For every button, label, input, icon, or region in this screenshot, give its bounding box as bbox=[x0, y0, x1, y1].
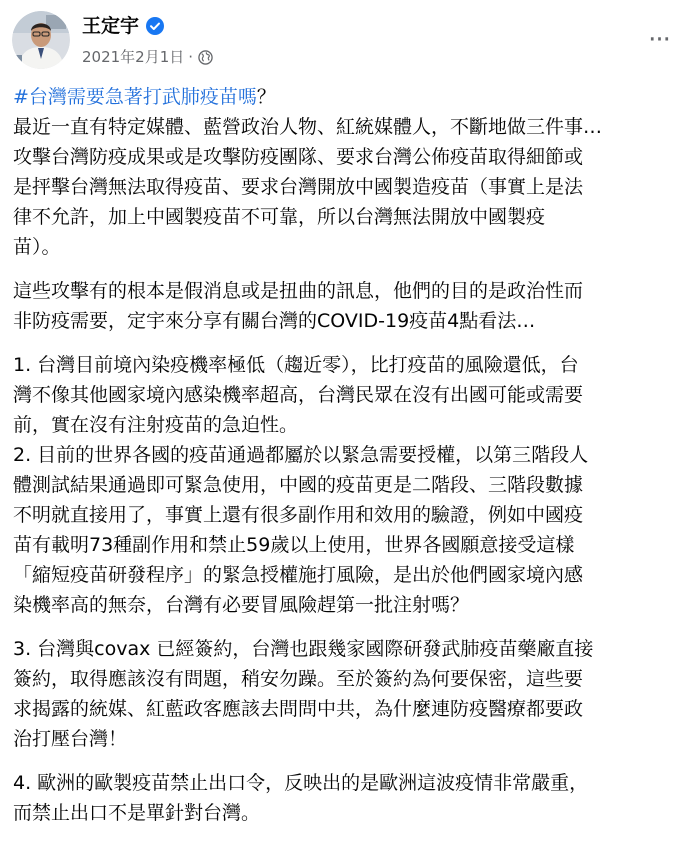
text-line: 前，實在沒有注射疫苗的急迫性。 bbox=[13, 414, 299, 436]
paragraph-4 bbox=[13, 634, 681, 754]
text-line: 求揭露的統媒、紅藍政客應該去問問中共，為什麼連防疫醫療都要政 bbox=[13, 698, 584, 720]
text-line: 是抨擊台灣無法取得疫苗、要求台灣開放中國製造疫苗（事實上是法 bbox=[13, 176, 584, 198]
text-line: 4. 歐洲的歐製疫苗禁止出口令，反映出的是歐洲這波疫情非常嚴重， bbox=[13, 772, 589, 794]
post-meta bbox=[82, 47, 213, 67]
text-line: 這些攻擊有的根本是假消息或是扭曲的訊息，他們的目的是政治性而 bbox=[13, 280, 584, 302]
more-options-icon: ··· bbox=[648, 25, 670, 55]
text-line: 體測試結果通過即可緊急使用，中國的疫苗更是二階段、三階段數據 bbox=[13, 474, 584, 496]
text-line: 不明就直接用了，事實上還有很多副作用和效用的驗證，例如中國疫 bbox=[13, 504, 584, 526]
text-line: 苗）。 bbox=[13, 236, 61, 258]
text-line: 染機率高的無奈，台灣有必要冒風險趕第一批注射嗎？ bbox=[13, 594, 470, 616]
text-line: 3. 台灣與covax 已經簽約，台灣也跟幾家國際研發武肺疫苗藥廠直接 bbox=[13, 638, 594, 660]
text-line: 2. 目前的世界各國的疫苗通過都屬於以緊急需要授權，以第三階段人 bbox=[13, 444, 589, 466]
avatar[interactable] bbox=[12, 11, 70, 69]
author-row bbox=[82, 14, 164, 38]
text-line: 1. 台灣目前境內染疫機率極低（趨近零），比打疫苗的風險還低，台 bbox=[13, 354, 579, 376]
verified-badge-icon bbox=[146, 17, 164, 35]
meta-separator: · bbox=[188, 48, 194, 66]
paragraph-1 bbox=[13, 112, 681, 262]
paragraph-3 bbox=[13, 350, 681, 620]
author-name[interactable]: 王定宇 bbox=[82, 15, 140, 37]
post-title-line bbox=[13, 82, 681, 112]
paragraph-5 bbox=[13, 768, 681, 828]
post-header bbox=[0, 0, 691, 82]
text-line: 非防疫需要，定宇來分享有關台灣的COVID-19疫苗4點看法… bbox=[13, 310, 536, 332]
paragraph-2 bbox=[13, 276, 681, 336]
text-line: 灣不像其他國家境內感染機率超高，台灣民眾在沒有出國可能或需要 bbox=[13, 384, 584, 406]
text-line: 簽約，取得應該沒有問題，稍安勿躁。至於簽約為何要保密，這些要 bbox=[13, 668, 584, 690]
text-line: 律不允許，加上中國製疫苗不可靠，所以台灣無法開放中國製疫 bbox=[13, 206, 546, 228]
text-line: 而禁止出口不是單針對台灣。 bbox=[13, 802, 261, 824]
post-date[interactable]: 2021年2月1日 bbox=[82, 48, 185, 66]
text-line: 攻擊台灣防疫成果或是攻擊防疫團隊、要求台灣公佈疫苗取得細節或 bbox=[13, 146, 584, 168]
text-line: 「縮短疫苗研發程序」的緊急授權施打風險，是出於他們國家境內感 bbox=[13, 564, 584, 586]
text-line: 治打壓台灣！ bbox=[13, 728, 128, 750]
text-line: 苗有載明73種副作用和禁止59歲以上使用，世界各國願意接受這樣 bbox=[13, 534, 575, 556]
hashtag-suffix: ？ bbox=[256, 86, 276, 108]
text-line: 最近一直有特定媒體、藍營政治人物、紅統媒體人，不斷地做三件事… bbox=[13, 116, 603, 138]
avatar-image bbox=[12, 11, 70, 69]
globe-icon[interactable] bbox=[198, 50, 213, 65]
post-body bbox=[13, 82, 681, 842]
hashtag-link[interactable]: #台灣需要急著打武肺疫苗嗎 bbox=[13, 86, 257, 108]
more-options-button[interactable] bbox=[641, 22, 677, 58]
